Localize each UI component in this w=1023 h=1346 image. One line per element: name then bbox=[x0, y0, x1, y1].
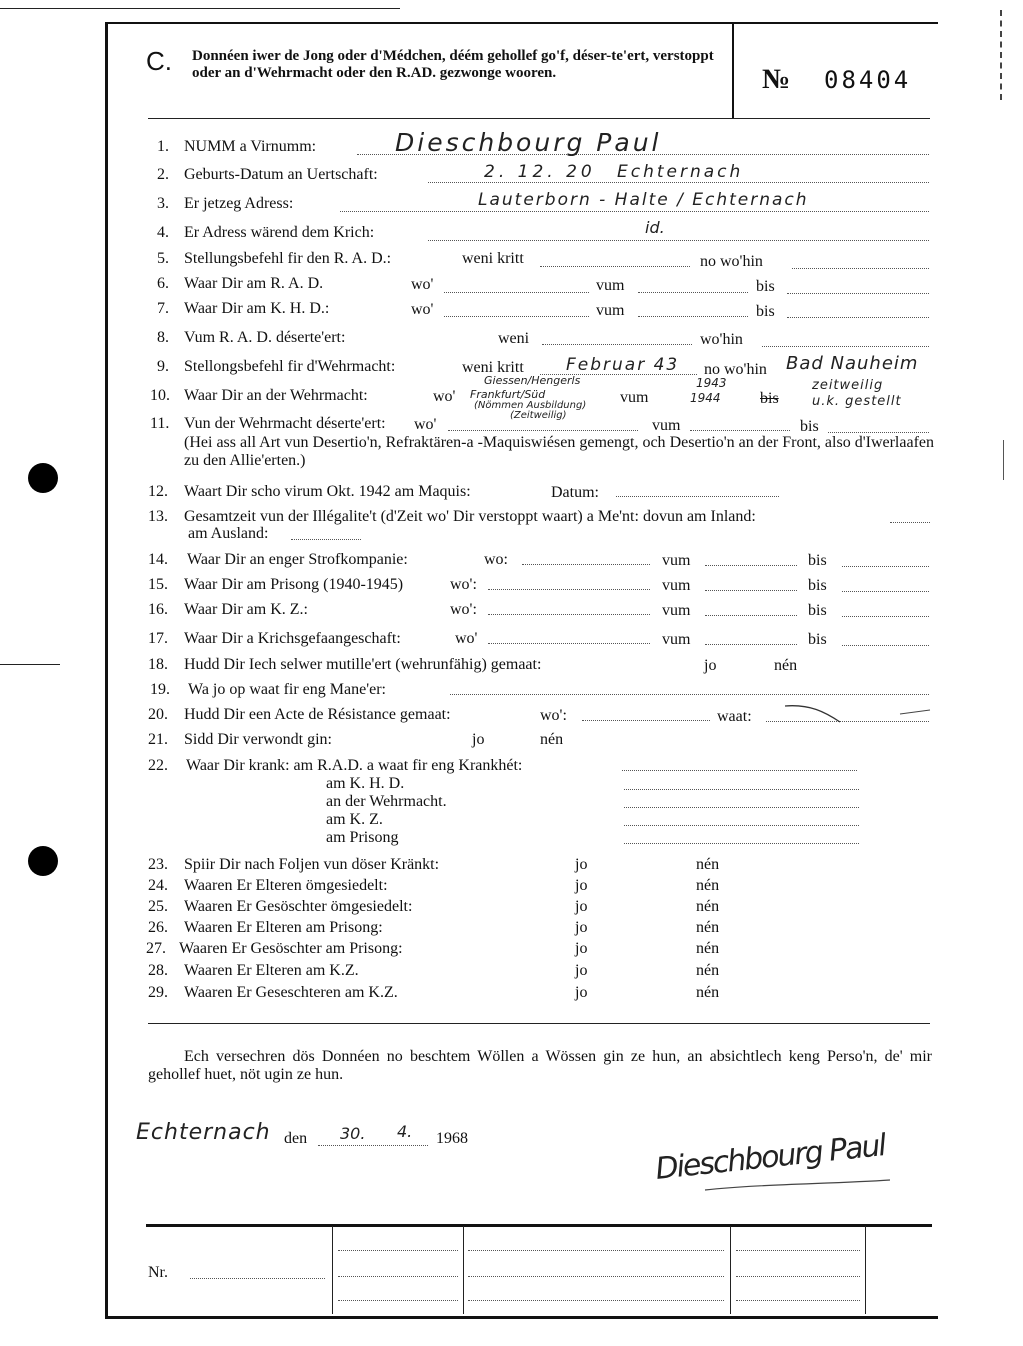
q-option-yes: jo bbox=[704, 657, 717, 674]
q-sublabel: wo': bbox=[540, 707, 567, 724]
answer-line bbox=[338, 1276, 458, 1277]
q-sublabel: bis bbox=[808, 631, 827, 648]
q-option-no: nén bbox=[696, 898, 720, 915]
handwritten-desertion: (Zeitweilig) bbox=[510, 410, 567, 421]
answer-line bbox=[522, 564, 650, 565]
q-label: Wa jo op waat fir eng Mane'er: bbox=[188, 681, 386, 698]
q-option-no: nén bbox=[696, 962, 720, 979]
q-sublabel: waat: bbox=[717, 708, 752, 725]
handwritten-unit-1: Giessen/Hengerls bbox=[484, 374, 581, 387]
answer-line bbox=[842, 591, 929, 592]
answer-line bbox=[736, 1300, 860, 1301]
answer-line bbox=[338, 1300, 458, 1301]
q-sublabel: am K. H. D. bbox=[326, 775, 405, 792]
q-label: Stellongsbefehl fir d'Wehrmacht: bbox=[184, 358, 396, 375]
answer-line bbox=[787, 317, 929, 318]
handwritten-place: Echternach bbox=[136, 1120, 271, 1145]
q-label: Waart Dir scho virum Okt. 1942 am Maquis: bbox=[184, 483, 471, 500]
q-label: Hudd Dir Iech selwer mutille'ert (wehrunfähig) gemaat: bbox=[184, 656, 542, 673]
q-number: 14. bbox=[148, 551, 168, 568]
q-option-yes: jo bbox=[575, 898, 588, 915]
answer-line bbox=[190, 1278, 325, 1279]
q-number: 4. bbox=[157, 224, 169, 241]
q-label: Er Adress wärend dem Krich: bbox=[184, 224, 375, 241]
q-sublabel: am Prisong bbox=[326, 829, 399, 846]
scan-edge-mark bbox=[1000, 10, 1002, 100]
q-sublabel: vum bbox=[652, 417, 681, 434]
handwritten-note-2: u.k. gestellt bbox=[812, 394, 902, 409]
q-option-yes: jo bbox=[575, 877, 588, 894]
answer-line bbox=[690, 430, 790, 431]
signature: Dieschbourg Paul bbox=[653, 1128, 887, 1187]
section-rule bbox=[148, 1023, 930, 1024]
handwritten-order-date: Februar 43 bbox=[566, 355, 680, 375]
q-sublabel: am K. Z. bbox=[326, 811, 383, 828]
q-option-yes: jo bbox=[575, 940, 588, 957]
q-sublabel: vum bbox=[662, 577, 691, 594]
q-option-no: nén bbox=[696, 919, 720, 936]
q-sublabel: wo' bbox=[433, 388, 456, 405]
form-title: Donnéen iwer de Jong oder d'Médchen, déém gehollef go'f, déser-te'ert, verstoppt oder an d'Wehrmacht oder den R.AD. gezwonge wooren. bbox=[192, 48, 714, 81]
answer-line bbox=[638, 316, 748, 317]
answer-line bbox=[291, 539, 361, 540]
q-number: 28. bbox=[148, 962, 168, 979]
answer-line bbox=[488, 589, 650, 590]
q-option-yes: jo bbox=[472, 731, 485, 748]
q-option-no: nén bbox=[774, 657, 798, 674]
answer-line bbox=[842, 566, 929, 567]
q-number: 25. bbox=[148, 898, 168, 915]
answer-line bbox=[468, 1250, 724, 1251]
q-sublabel: weni kritt bbox=[462, 250, 524, 267]
q-number: 27. bbox=[146, 940, 166, 957]
number-sign: № bbox=[762, 64, 791, 95]
punch-hole bbox=[28, 846, 58, 876]
answer-line bbox=[540, 266, 690, 267]
answer-line bbox=[890, 522, 930, 523]
q-label: Gesamtzeit vun der Illégalite't (d'Zeit wo' Dir verstoppt waart) a Me'nt: dovun am Inland: bbox=[184, 508, 756, 525]
q-sublabel: an der Wehrmacht. bbox=[326, 793, 447, 810]
q-sublabel: vum bbox=[596, 302, 625, 319]
q-sublabel: vum bbox=[662, 602, 691, 619]
footer-top-rule bbox=[146, 1224, 932, 1227]
answer-line bbox=[338, 1250, 458, 1251]
footer-col-line bbox=[332, 1226, 333, 1314]
form-number: 08404 bbox=[824, 66, 912, 94]
q-label: Er jetzeg Adress: bbox=[184, 195, 294, 212]
q-sublabel: vum bbox=[620, 389, 649, 406]
q-label: Waaren Er Elteren ömgesiedelt: bbox=[184, 877, 388, 894]
answer-line bbox=[624, 807, 859, 808]
answer-line bbox=[450, 694, 929, 695]
answer-line bbox=[624, 825, 859, 826]
footer-col-line bbox=[865, 1226, 866, 1314]
q11-note: (Hei ass all Art vun Desertio'n, Refraktären-a -Maquiswiésen gemengt, och Desertio'n an der Front, also d'Iwerlaafen zu den Allie'erten.) bbox=[184, 434, 934, 469]
q-sublabel: bis bbox=[808, 552, 827, 569]
q-sublabel: bis bbox=[756, 303, 775, 320]
q-number: 24. bbox=[148, 877, 168, 894]
q-label: Waar Dir am Prisong (1940-1945) bbox=[184, 576, 404, 593]
q-option-no: nén bbox=[696, 856, 720, 873]
handwritten-from: 1943 bbox=[696, 376, 727, 390]
scan-edge-mark bbox=[0, 664, 60, 665]
q-number: 22. bbox=[148, 757, 168, 774]
q-label: Waaren Er Gesöschter ömgesiedelt: bbox=[184, 898, 413, 915]
q-sublabel: bis bbox=[808, 602, 827, 619]
q-label: NUMM a Virnumm: bbox=[184, 138, 317, 155]
handwritten-order-place: Bad Nauheim bbox=[786, 353, 919, 374]
q-label: Waar Dir a Krichsgefaangeschaft: bbox=[184, 630, 401, 647]
section-letter: C. bbox=[146, 46, 172, 76]
q-label: Vun der Wehrmacht déserte'ert: bbox=[184, 415, 386, 432]
handwritten-war-address: id. bbox=[645, 218, 665, 237]
q-option-yes: jo bbox=[575, 856, 588, 873]
q-number: 2. bbox=[157, 166, 169, 183]
q-label: Waar Dir am K. H. D.: bbox=[184, 300, 330, 317]
q-sublabel: bis bbox=[808, 577, 827, 594]
answer-line bbox=[624, 843, 859, 844]
q-label: Waar Dir an enger Strofkompanie: bbox=[187, 551, 408, 568]
handwritten-name: Dieschbourg Paul bbox=[395, 128, 662, 157]
q-sublabel: wo'hin bbox=[700, 331, 743, 348]
q-sublabel: wo' bbox=[411, 301, 434, 318]
answer-line bbox=[828, 432, 929, 433]
answer-line bbox=[792, 268, 929, 269]
q-option-yes: jo bbox=[575, 919, 588, 936]
q-option-no: nén bbox=[696, 984, 720, 1001]
q-sublabel: Datum: bbox=[551, 484, 599, 501]
q-number: 9. bbox=[157, 358, 169, 375]
answer-line bbox=[340, 211, 929, 212]
q-number: 20. bbox=[148, 706, 168, 723]
scan-edge-mark bbox=[1003, 440, 1004, 480]
q-sublabel: bis bbox=[756, 278, 775, 295]
q-sublabel: bis bbox=[800, 418, 819, 435]
q-label: Waar Dir krank: am R.A.D. a waat fir eng Krankhét: bbox=[186, 757, 523, 774]
q-sublabel: vum bbox=[662, 552, 691, 569]
answer-line bbox=[582, 720, 710, 721]
answer-line bbox=[736, 1276, 860, 1277]
punch-hole bbox=[28, 463, 58, 493]
signature-underline bbox=[700, 1170, 900, 1200]
answer-line bbox=[428, 240, 929, 241]
q-number: 11. bbox=[150, 415, 170, 432]
answer-line bbox=[468, 1300, 724, 1301]
q-option-no: nén bbox=[696, 940, 720, 957]
q-number: 12. bbox=[148, 483, 168, 500]
q-number: 29. bbox=[148, 984, 168, 1001]
answer-line bbox=[488, 643, 650, 644]
header-divider bbox=[732, 24, 734, 118]
q-number: 16. bbox=[148, 601, 168, 618]
answer-line bbox=[318, 1145, 428, 1146]
q-sublabel: wo' bbox=[411, 276, 434, 293]
q-number: 3. bbox=[157, 195, 169, 212]
answer-line bbox=[542, 344, 692, 345]
answer-line bbox=[842, 616, 929, 617]
q-sublabel: weni kritt bbox=[462, 359, 524, 376]
declaration-text: Ech versechren dös Donnéen no beschtem Wöllen a Wössen gin ze hun, an absichtlech keng Perso'n, de' mir gehollef huet, nöt ugin ze hun. bbox=[148, 1048, 932, 1083]
q-option-no: nén bbox=[540, 731, 564, 748]
answer-line bbox=[428, 182, 929, 183]
q-option-yes: jo bbox=[575, 962, 588, 979]
q-sublabel: vum bbox=[596, 277, 625, 294]
handwritten-unit-3: (Nömmen Ausbildung) bbox=[474, 400, 587, 411]
q-number: 26. bbox=[148, 919, 168, 936]
handwritten-note-1: zeitweilig bbox=[812, 378, 884, 393]
q-label: Waar Dir an der Wehrmacht: bbox=[184, 387, 368, 404]
q-number: 19. bbox=[150, 681, 170, 698]
q-label: Waaren Er Elteren am Prisong: bbox=[184, 919, 383, 936]
answer-line bbox=[705, 565, 797, 566]
q-label: Sidd Dir verwondt gin: bbox=[184, 731, 332, 748]
handwritten-birthplace: Echternach bbox=[617, 162, 744, 182]
handwritten-birthdate: 2. 12. 20 bbox=[484, 162, 596, 182]
answer-line bbox=[444, 292, 589, 293]
answer-line bbox=[488, 614, 650, 615]
q-number: 13. bbox=[148, 508, 168, 525]
answer-line bbox=[736, 1250, 860, 1251]
q-label: Waaren Er Elteren am K.Z. bbox=[184, 962, 359, 979]
q-number: 21. bbox=[148, 731, 168, 748]
date-year: 1968 bbox=[436, 1130, 468, 1147]
q-sublabel: wo' bbox=[455, 630, 478, 647]
q-number: 8. bbox=[157, 329, 169, 346]
q-sublabel: vum bbox=[662, 631, 691, 648]
answer-line bbox=[842, 645, 929, 646]
answer-line bbox=[638, 292, 748, 293]
q-number: 15. bbox=[148, 576, 168, 593]
q-number: 1. bbox=[157, 138, 169, 155]
footer-col-line bbox=[730, 1226, 731, 1314]
q-number: 23. bbox=[148, 856, 168, 873]
q-sublabel: weni bbox=[498, 330, 530, 347]
q-number: 7. bbox=[157, 300, 169, 317]
answer-line bbox=[622, 770, 857, 771]
answer-line bbox=[616, 496, 779, 497]
date-den: den bbox=[284, 1130, 308, 1147]
top-edge-line bbox=[0, 8, 400, 9]
q-label: Spiir Dir nach Foljen vun döser Kränkt: bbox=[184, 856, 440, 873]
q-label: Waaren Er Geseschteren am K.Z. bbox=[184, 984, 398, 1001]
answer-line bbox=[705, 590, 797, 591]
q-label: Geburts-Datum an Uertschaft: bbox=[184, 166, 378, 183]
q-sublabel: wo': bbox=[450, 601, 477, 618]
answer-line bbox=[624, 789, 859, 790]
answer-line bbox=[762, 346, 929, 347]
q-option-yes: jo bbox=[575, 984, 588, 1001]
answer-line bbox=[787, 293, 929, 294]
q-number: 6. bbox=[157, 275, 169, 292]
answer-line bbox=[705, 615, 797, 616]
answer-line bbox=[444, 316, 589, 317]
q-sublabel: no wo'hin bbox=[700, 253, 763, 270]
q-number: 17. bbox=[148, 630, 168, 647]
q-label: Hudd Dir een Acte de Résistance gemaat: bbox=[184, 706, 451, 723]
footer-nr-label: Nr. bbox=[148, 1264, 168, 1281]
q-sublabel: wo': bbox=[450, 576, 477, 593]
q-sublabel: no wo'hin bbox=[704, 361, 767, 378]
q-sublabel: wo' bbox=[414, 416, 437, 433]
answer-line bbox=[468, 1276, 724, 1277]
q-sublabel: am Ausland: bbox=[188, 525, 269, 542]
q-sublabel: bis bbox=[760, 390, 779, 407]
q-label: Waar Dir am R. A. D. bbox=[184, 275, 324, 292]
q-number: 10. bbox=[150, 387, 170, 404]
answer-line bbox=[448, 430, 638, 431]
header-bottom-rule bbox=[148, 118, 930, 119]
answer-line bbox=[705, 644, 797, 645]
q-label: Waaren Er Gesöschter am Prisong: bbox=[179, 940, 403, 957]
footer-col-line bbox=[463, 1226, 464, 1314]
q-option-no: nén bbox=[696, 877, 720, 894]
q-number: 18. bbox=[148, 656, 168, 673]
handwritten-address: Lauterborn - Halte / Echternach bbox=[478, 190, 809, 210]
q-label: Stellungsbefehl fir den R. A. D.: bbox=[184, 250, 392, 267]
pen-stroke bbox=[780, 700, 940, 730]
q-label: Waar Dir am K. Z.: bbox=[184, 601, 308, 618]
handwritten-unit-2: Frankfurt/Süd bbox=[470, 388, 546, 401]
handwritten-to: 1944 bbox=[690, 391, 721, 405]
q-number: 5. bbox=[157, 250, 169, 267]
handwritten-month: 4. bbox=[397, 1122, 413, 1141]
q-sublabel: wo: bbox=[484, 551, 508, 568]
handwritten-day: 30. bbox=[340, 1124, 366, 1143]
q-label: Vum R. A. D. déserte'ert: bbox=[184, 329, 346, 346]
